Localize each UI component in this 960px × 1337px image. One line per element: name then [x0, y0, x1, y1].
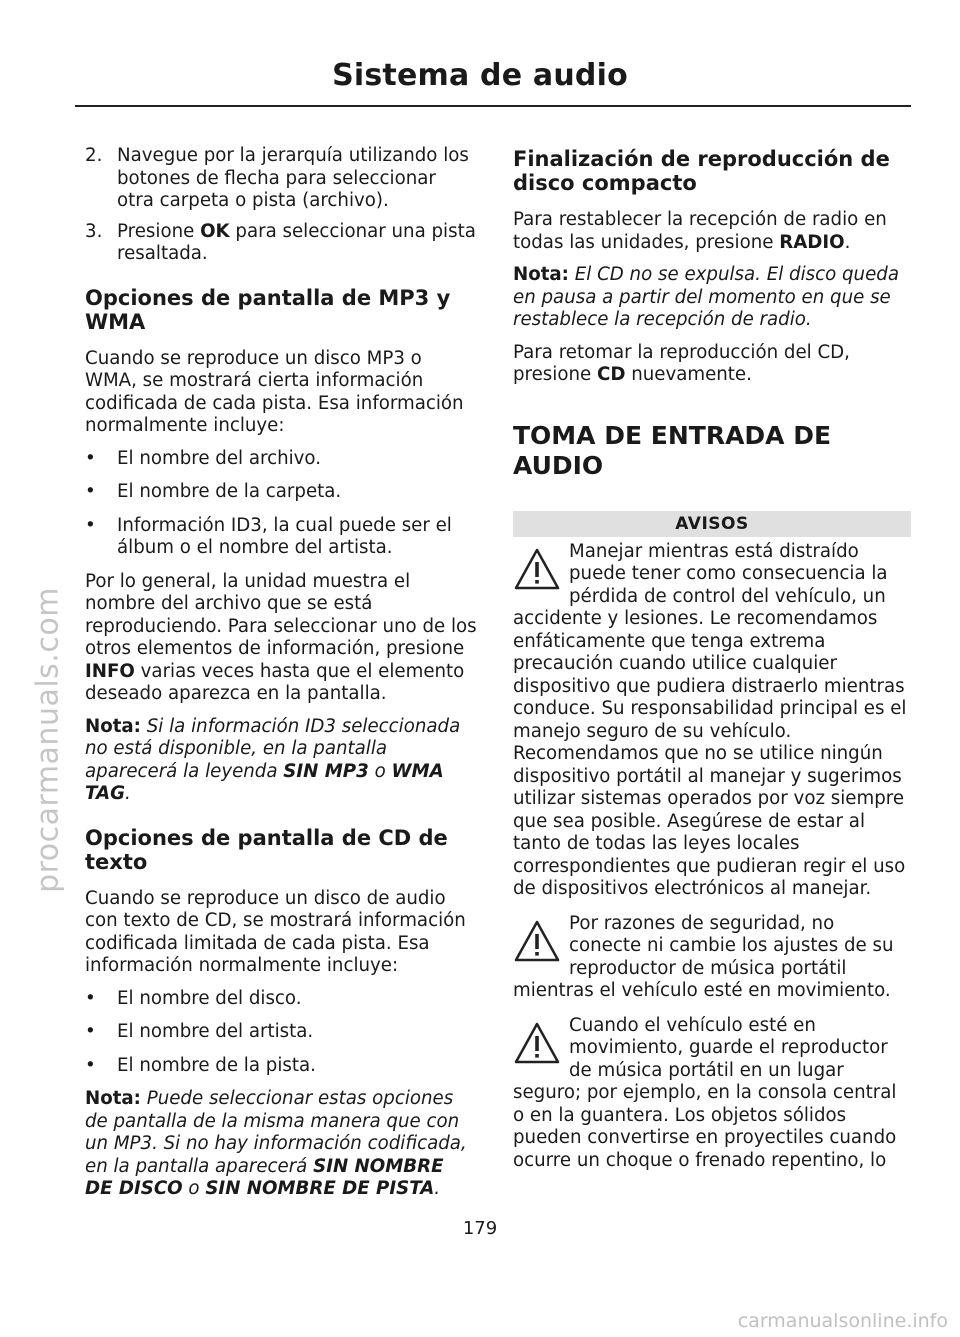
section-heading-mp3: Opciones de pantalla de MP3 y WMA — [85, 285, 451, 334]
warning-block — [513, 913, 911, 1003]
note: Nota: Si la información ID3 seleccionada no está disponible, en la pantalla aparecerá la leyenda SIN MP3 o WMA TAG. — [85, 715, 461, 804]
paragraph: Cuando se reproduce un disco MP3 o WMA, se mostrará cierta información codificada de cada pista. Esa información normalmente incluye: — [85, 347, 464, 436]
list-item: • El nombre del archivo. — [85, 447, 322, 469]
note-label: Nota: — [85, 715, 141, 737]
info-button-label: INFO — [85, 660, 135, 682]
side-watermark: procarmanuals.com — [30, 587, 66, 893]
chapter-heading-audio-input: TOMA DE ENTRADA DE AUDIO — [513, 420, 832, 480]
step-text: para seleccionar una pista resaltada. — [117, 220, 476, 264]
paragraph: Para retomar la reproducción del CD, presione CD nuevamente. — [513, 341, 850, 385]
note: Nota: Puede seleccionar estas opciones de pantalla de la misma manera que con un MP3. Si no hay información codificada, en la pantalla aparecerá SIN NOMBRE DE DISCO o SIN NOMBRE DE PISTA. — [85, 1088, 467, 1199]
warning-text: Cuando el vehículo esté en movimiento, guarde el reproductor de música portátil en un lugar seguro; por ejemplo, en la consola central o en la guantera. Los objetos sólidos pueden convertirse en proyectiles cuando ocurre un choque o frenado repentino, lo — [513, 1014, 897, 1171]
right-column — [513, 145, 911, 1184]
list-item: • El nombre de la pista. — [85, 1054, 316, 1076]
note: Nota: El CD no se expulsa. El disco queda en pausa a partir del momento en que se restablece la recepción de radio. — [513, 264, 899, 330]
step-2 — [85, 145, 477, 213]
note-label: Nota: — [513, 264, 569, 285]
warning-text: Manejar mientras está distraído puede tener como consecuencia la pérdida de control del vehículo, un accidente y lesiones. Le recomendamos enfáticamente que tenga extrema precaución cuando utilice cualquier dispositivo que pudiera distraerlo mientras conduce. Su responsabilidad principal es el manejo seguro de su vehículo. Recomendamos que no se utilice ningún dispositivo portátil al manejar y sugerimos utilizar sistemas operados por voz siempre que sea posible. Asegúrese de estar al tanto de todas las leyes locales correspondientes que pudieran regir el uso de dispositivos electrónicos al manejar. — [513, 540, 907, 899]
header-divider — [75, 105, 911, 107]
paragraph: Cuando se reproduce un disco de audio con texto de CD, se mostrará información codificada limitada de cada pista. Esa información normalmente incluye: — [85, 887, 466, 976]
paragraph: Para restablecer la recepción de radio en todas las unidades, presione RADIO. — [513, 209, 887, 253]
warning-triangle-icon — [513, 547, 561, 591]
step-number: 3. — [85, 220, 103, 242]
page-title: Sistema de audio — [332, 58, 628, 93]
numbered-steps — [85, 145, 477, 266]
radio-button-label: RADIO — [779, 231, 845, 253]
section-heading-cd-text: Opciones de pantalla de CD de texto — [85, 825, 448, 874]
warnings-header: AVISOS — [513, 511, 911, 537]
note-label: Nota: — [85, 1088, 141, 1109]
step-3 — [85, 221, 477, 266]
section-heading-finalizacion: Finalización de reproducción de disco compacto — [513, 147, 890, 195]
ok-button-label: OK — [200, 220, 230, 242]
list-item: • El nombre de la carpeta. — [85, 481, 342, 502]
list-item: • El nombre del disco. — [85, 987, 302, 1009]
left-column — [85, 145, 477, 1211]
step-text: Navegue por la jerarquía utilizando los botones de flecha para seleccionar otra carpeta o pista (archivo). — [117, 145, 469, 211]
warning-text: Por razones de seguridad, no conecte ni cambie los ajustes de su reproductor de música portátil mientras el vehículo esté en movimiento. — [513, 912, 894, 1001]
warning-triangle-icon — [513, 1021, 561, 1065]
list-item: • Información ID3, la cual puede ser el álbum o el nombre del artista. — [85, 514, 452, 558]
cd-button-label: CD — [596, 364, 626, 385]
paragraph: Por lo general, la unidad muestra el nombre del archivo que se está reproduciendo. Para seleccionar uno de los otros elementos de información, presione INFO varias veces hasta que el elemento deseado aparezca en la pantalla. — [85, 570, 477, 704]
step-number: 2. — [85, 145, 103, 166]
footer-watermark: carmanualsonline.info — [737, 1310, 948, 1332]
warning-block — [513, 541, 911, 901]
list-item: • El nombre del artista. — [85, 1021, 314, 1042]
step-text: Presione — [117, 220, 201, 242]
bullet-list-mp3 — [85, 448, 477, 560]
page-number: 179 — [462, 1218, 498, 1239]
warning-triangle-icon — [513, 919, 561, 963]
warning-block — [513, 1015, 911, 1173]
bullet-list-cd — [85, 988, 477, 1078]
